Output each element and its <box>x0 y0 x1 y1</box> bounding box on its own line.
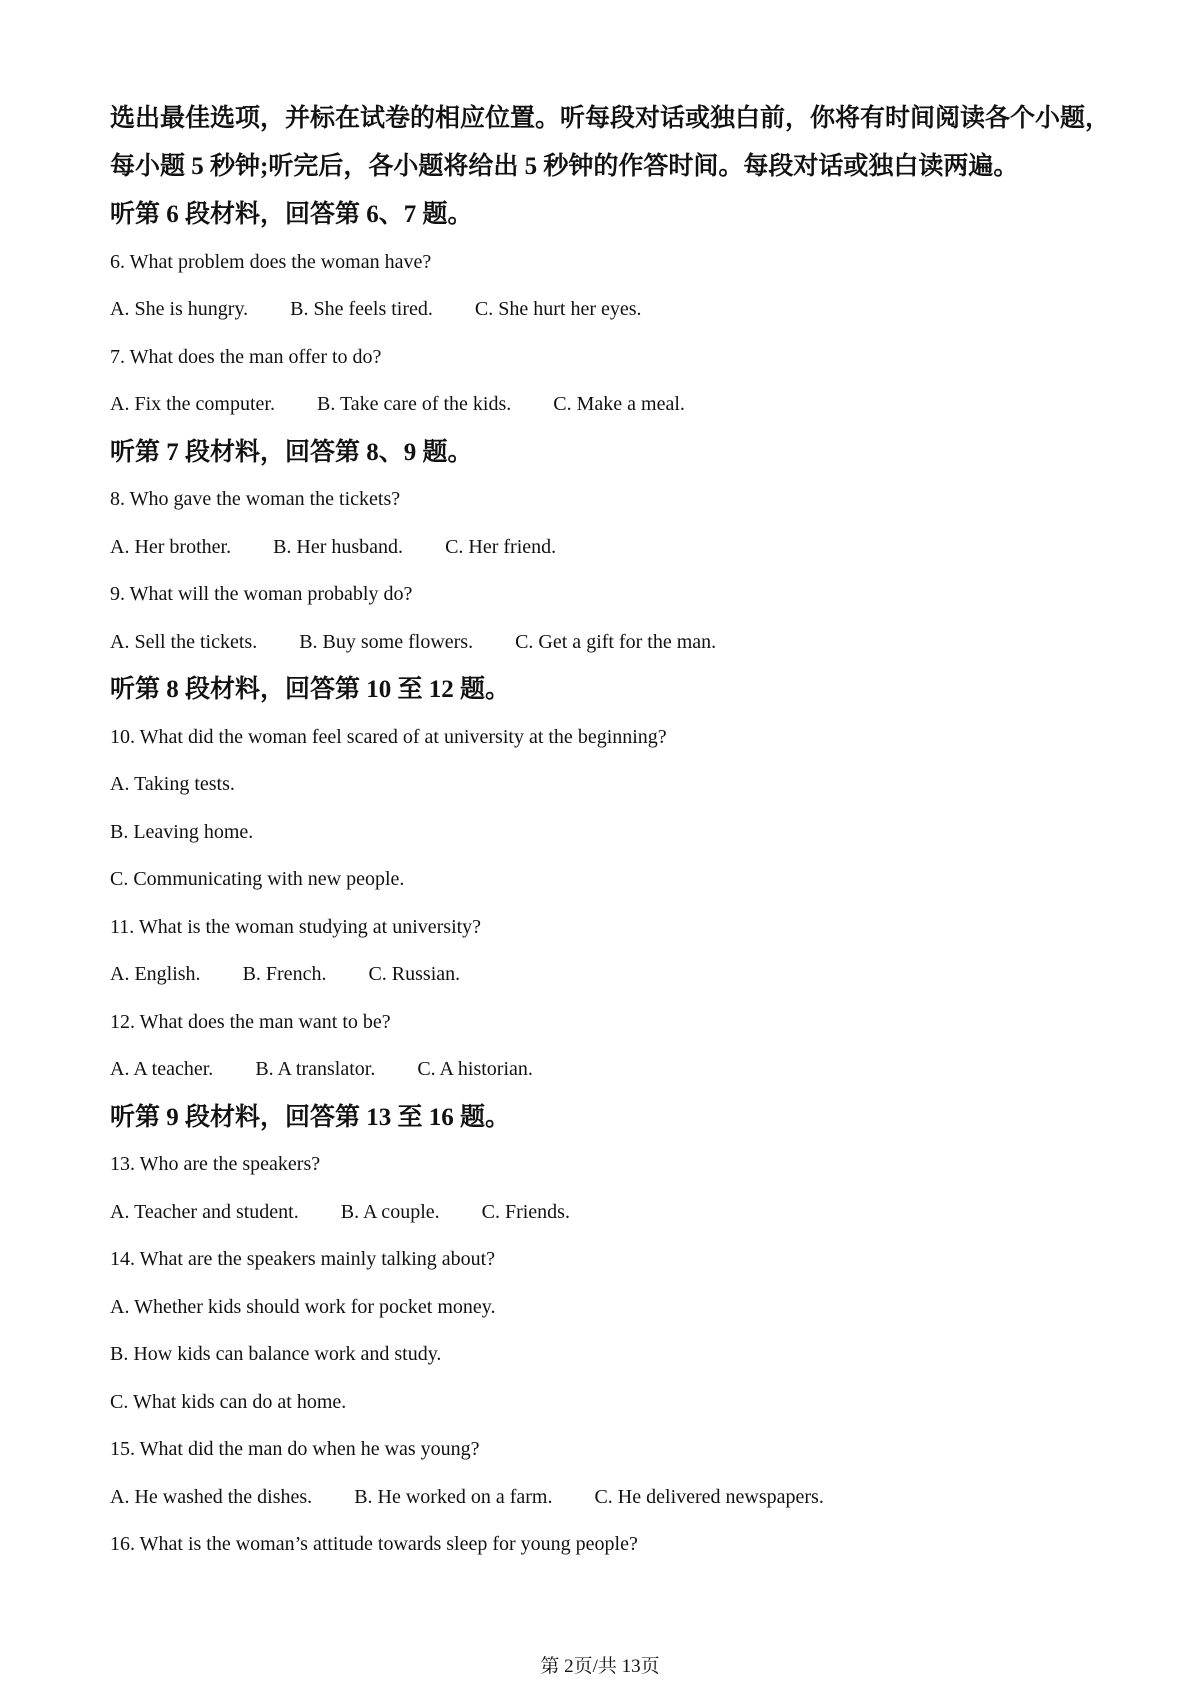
answer-options-row <box>110 1189 1110 1237</box>
answer-option-c: C. Get a gift for the man. <box>515 630 717 653</box>
answer-options-row <box>110 286 1110 334</box>
question-stem: 11. What is the woman studying at university? <box>110 915 482 938</box>
answer-options-row <box>110 524 1110 572</box>
answer-options-row <box>110 1474 1110 1522</box>
answer-option-b: B. Leaving home. <box>110 820 254 843</box>
answer-option-c: C. Her friend. <box>445 535 557 558</box>
answer-option-a: A. She is hungry. <box>110 298 249 320</box>
section-heading: 听第 7 段材料，回答第 8、9 题。 <box>110 438 473 466</box>
answer-option-c: C. She hurt her eyes. <box>474 298 642 320</box>
answer-option-b: B. Take care of the kids. <box>316 393 512 415</box>
question-stem: 16. What is the woman’s attitude towards sleep for young people? <box>110 1533 638 1555</box>
answer-option-a: A. Whether kids should work for pocket money. <box>110 1295 496 1318</box>
page-content <box>110 95 1110 1569</box>
question-stem: 13. Who are the speakers? <box>110 1153 321 1175</box>
answer-option-c: C. Make a meal. <box>553 393 685 415</box>
answer-option-a: A. English. <box>110 963 201 985</box>
answer-option-a: A. Sell the tickets. <box>110 630 258 653</box>
answer-option-b: B. Buy some flowers. <box>299 630 474 653</box>
answer-option-c: C. He delivered newspapers. <box>594 1485 824 1508</box>
question-stem: 14. What are the speakers mainly talking about? <box>110 1248 496 1270</box>
answer-options-row <box>110 381 1110 429</box>
answer-options-row <box>110 619 1110 667</box>
section-heading: 听第 6 段材料，回答第 6、7 题。 <box>110 201 473 228</box>
answer-option-b: B. French. <box>242 963 327 985</box>
section-heading: 听第 8 段材料，回答第 10 至 12 题。 <box>110 676 511 703</box>
answer-option-a: A. Teacher and student. <box>110 1200 299 1223</box>
answer-option-b: B. A couple. <box>340 1200 440 1223</box>
question-stem: 15. What did the man do when he was young? <box>110 1438 480 1460</box>
question-stem: 12. What does the man want to be? <box>110 1010 391 1033</box>
answer-option-c: C. What kids can do at home. <box>110 1390 347 1413</box>
answer-option-a: A. A teacher. <box>110 1058 214 1080</box>
answer-option-c: C. Russian. <box>368 963 461 985</box>
section-heading: 听第 9 段材料，回答第 13 至 16 题。 <box>110 1103 511 1131</box>
answer-option-b: B. How kids can balance work and study. <box>110 1343 442 1365</box>
answer-option-c: C. Communicating with new people. <box>110 868 405 890</box>
answer-options-row <box>110 1046 1110 1094</box>
page-number-footer: 第 2页/共 13页 <box>540 1656 660 1677</box>
question-stem: 10. What did the woman feel scared of at university at the beginning? <box>110 725 667 748</box>
answer-option-b: B. A translator. <box>255 1058 376 1080</box>
answer-option-b: B. She feels tired. <box>290 298 433 320</box>
instructions-line-1: 选出最佳选项，并标在试卷的相应位置。听每段对话或独白前，你将有时间阅读各个小题， <box>110 105 1111 132</box>
answer-option-a: A. He washed the dishes. <box>110 1485 313 1508</box>
answer-option-a: A. Her brother. <box>110 535 232 558</box>
instructions-line-2: 每小题 5 秒钟;听完后，各小题将给出 5 秒钟的作答时间。每段对话或独白读两遍。 <box>110 153 1019 180</box>
answer-option-b: B. He worked on a farm. <box>354 1485 553 1508</box>
answer-option-a: A. Fix the computer. <box>110 393 275 415</box>
answer-option-c: C. Friends. <box>481 1200 570 1223</box>
answer-option-b: B. Her husband. <box>273 535 404 558</box>
answer-options-row <box>110 951 1110 999</box>
question-stem: 9. What will the woman probably do? <box>110 583 413 605</box>
question-stem: 8. Who gave the woman the tickets? <box>110 488 401 510</box>
answer-option-c: C. A historian. <box>417 1058 533 1080</box>
question-stem: 7. What does the man offer to do? <box>110 345 382 368</box>
answer-option-a: A. Taking tests. <box>110 773 235 795</box>
question-stem: 6. What problem does the woman have? <box>110 250 432 273</box>
